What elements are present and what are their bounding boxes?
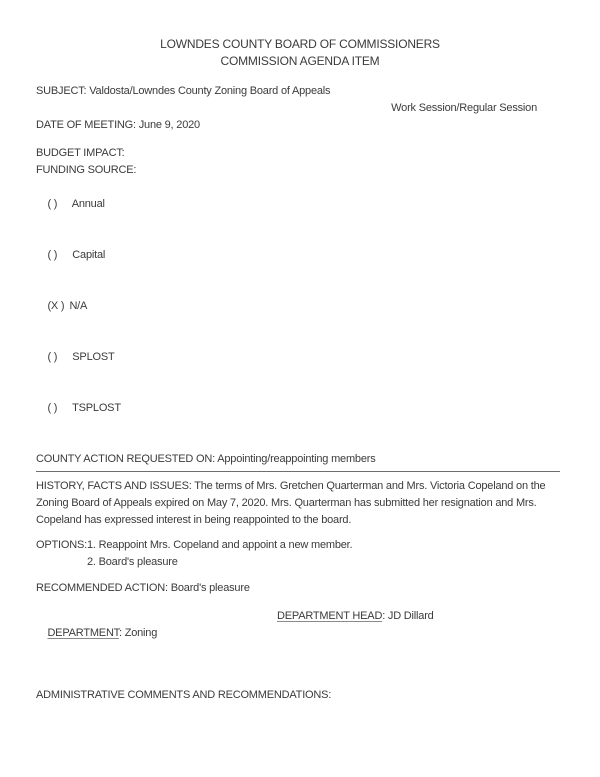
funding-option-capital [36,230,560,281]
funding-option-label: SPLOST [72,351,115,363]
checkbox-annual: ( ) [47,198,58,210]
admin-comments-label: ADMINISTRATIVE COMMENTS AND RECOMMENDATIONS: [36,689,332,701]
department-head-value: : JD Dillard [382,610,434,622]
header-doc-type: COMMISSION AGENDA ITEM [220,54,380,68]
funding-option-annual [36,179,560,230]
department-cell [47,627,157,639]
county-action-requested-line: COUNTY ACTION REQUESTED ON: Appointing/reappointing members [36,451,560,472]
budget-impact-label: BUDGET IMPACT: [36,147,125,159]
department-row [36,608,560,676]
document-header [0,36,600,70]
checkbox-capital: ( ) [47,249,58,261]
funding-option-na [36,281,560,332]
option-item-1: 1. Reappoint Mrs. Copeland and appoint a new member. [87,539,353,551]
funding-option-splost [36,332,560,383]
options-section [36,537,560,571]
department-head-cell [277,608,434,625]
date-of-meeting-line: DATE OF MEETING: June 9, 2020 [36,119,200,131]
department-label: DEPARTMENT [47,627,119,639]
funding-option-label: N/A [69,300,88,312]
funding-option-label: TSPLOST [72,402,121,414]
options-list [87,537,352,571]
funding-option-tsplost [36,383,560,434]
header-org-title: LOWNDES COUNTY BOARD OF COMMISSIONERS [160,37,440,51]
recommended-action-line: RECOMMENDED ACTION: Board's pleasure [36,582,250,594]
funding-option-label: Capital [72,249,106,261]
funding-option-label: Annual [71,198,105,210]
checkbox-splost: ( ) [47,351,58,363]
options-label: OPTIONS: [36,539,87,551]
session-type-line: Work Session/Regular Session [391,102,537,114]
subject-line: SUBJECT: Valdosta/Lowndes County Zoning Board of Appeals [36,85,331,97]
history-facts-issues-paragraph: HISTORY, FACTS AND ISSUES: The terms of Mrs. Gretchen Quarterman and Mrs. Victoria Copeland on the Zoning Board of Appeals expired on May 7, 2020. Mrs. Quarterman has submitted her resignation and Mrs. Copeland has expressed interest in being reappointed to the board. [36,480,549,526]
department-value: : Zoning [118,627,158,639]
funding-source-label: FUNDING SOURCE: [36,164,137,176]
checkbox-tsplost: ( ) [47,402,58,414]
option-item-2: 2. Board's pleasure [87,556,178,568]
department-head-label: DEPARTMENT HEAD [277,610,383,622]
checkbox-na-checked: (X ) [47,300,65,312]
